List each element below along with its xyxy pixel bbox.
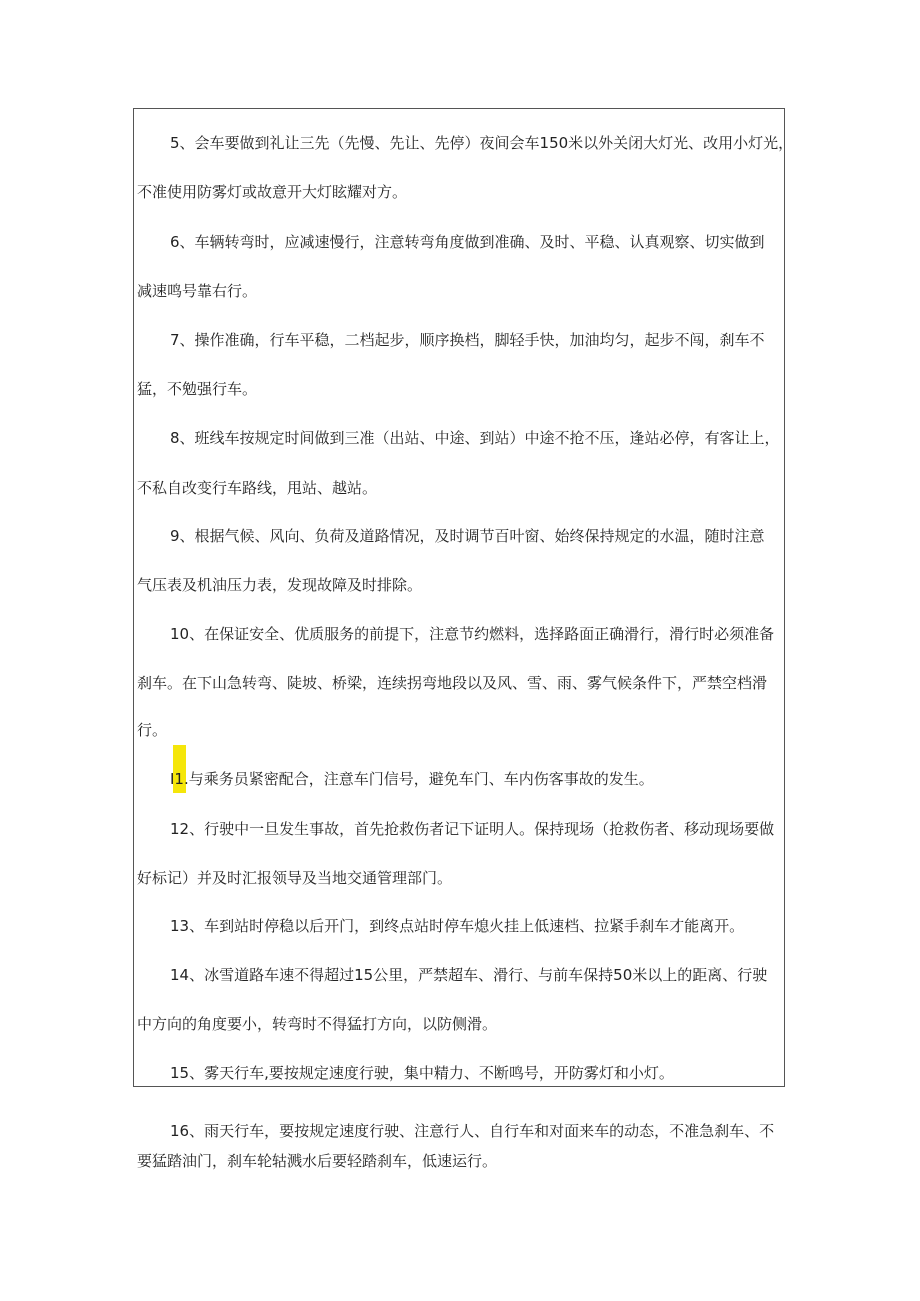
- paragraph-line: 要猛踏油门，刹车轮轱溅水后要轻踏刹车，低速运行。: [137, 1152, 498, 1170]
- paragraph-line: 16、雨天行车，要按规定速度行驶、注意行人、自行车和对面来车的动态，不准急刹车、不: [170, 1122, 775, 1140]
- paragraph-line: 7、操作准确，行车平稳，二档起步，顺序换档，脚轻手快，加油均匀，起步不闯，刹车不: [170, 331, 765, 349]
- paragraph-line: 10、在保证安全、优质服务的前提下，注意节约燃料，选择路面正确滑行，滑行时必须准备: [170, 625, 775, 643]
- paragraph-line: 13、车到站时停稳以后开门，到终点站时停车熄火挂上低速档、拉紧手刹车才能离开。: [170, 917, 745, 935]
- paragraph-line: 气压表及机油压力表，发现故障及时排除。: [137, 576, 423, 594]
- paragraph-line: 6、车辆转弯时，应减速慢行，注意转弯角度做到准确、及时、平稳、认真观察、切实做到: [170, 233, 765, 251]
- paragraph-line: 5、会车要做到礼让三先（先慢、先让、先停）夜间会车150米以外关闭大灯光、改用小灯光，: [170, 134, 794, 152]
- paragraph-line: 刹车。在下山急转弯、陡坡、桥梁，连续拐弯地段以及风、雪、雨、雾气候条件下，严禁空档滑: [137, 674, 768, 692]
- paragraph-line: 15、雾天行车,要按规定速度行驶，集中精力、不断鸣号，开防雾灯和小灯。: [170, 1064, 674, 1082]
- paragraph-line: 9、根据气候、风向、负荷及道路情况，及时调节百叶窗、始终保持规定的水温，随时注意: [170, 527, 765, 545]
- paragraph-line: 12、行驶中一旦发生事故，首先抢救伤者记下证明人。保持现场（抢救伤者、移动现场要做: [170, 820, 775, 838]
- paragraph-line: 猛，不勉强行车。: [137, 380, 258, 398]
- paragraph-line: 减速鸣号靠右行。: [137, 282, 258, 300]
- paragraph-line: 中方向的角度要小，转弯时不得猛打方向，以防侧滑。: [137, 1015, 498, 1033]
- paragraph-line: 8、班线车按规定时间做到三准（出站、中途、到站）中途不抢不压，逢站必停，有客让上，: [170, 429, 780, 447]
- paragraph-line: 14、冰雪道路车速不得超过15公里，严禁超车、滑行、与前车保持50米以上的距离、行驶: [170, 966, 768, 984]
- table-cell-border: [133, 108, 785, 1087]
- paragraph-line: 好标记）并及时汇报领导及当地交通管理部门。: [137, 869, 453, 887]
- paragraph-line: 不私自改变行车路线，甩站、越站。: [137, 479, 378, 497]
- paragraph-line: 行。: [137, 721, 168, 739]
- paragraph-line: 不准使用防雾灯或故意开大灯眩耀对方。: [137, 183, 408, 201]
- paragraph-line: I1.与乘务员紧密配合，注意车门信号，避免车门、车内伤客事故的发生。: [170, 770, 654, 788]
